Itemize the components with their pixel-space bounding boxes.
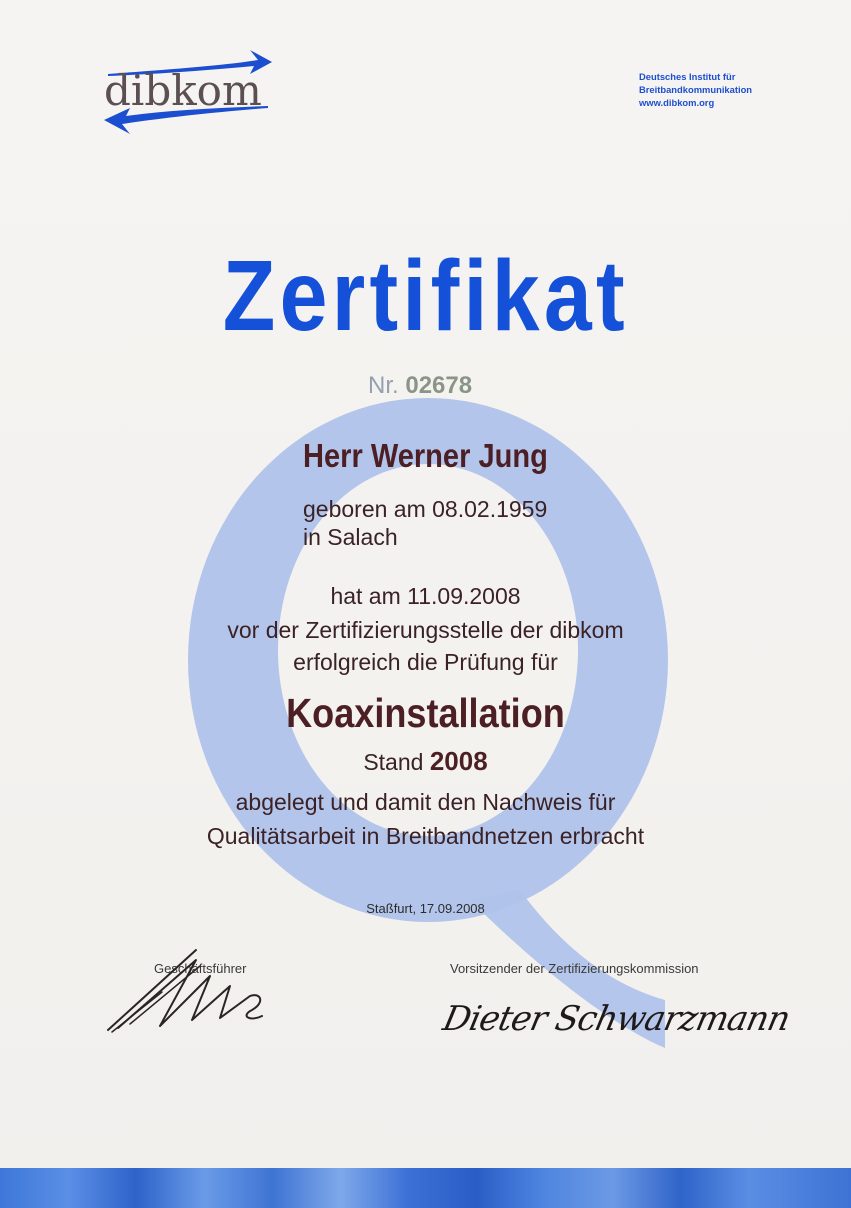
right-signature-icon	[439, 980, 793, 1050]
institute-line: Deutsches Institut für	[639, 71, 736, 82]
institute-line: Breitbandkommunikation	[639, 84, 753, 95]
logo-wordmark: dibkom	[104, 66, 262, 115]
institute-url: www.dibkom.org	[639, 97, 715, 108]
exam-date: hat am 11.09.2008	[330, 583, 521, 609]
number-label: Nr.	[368, 372, 399, 399]
left-signature-icon	[100, 940, 280, 1040]
svg-text:Dieter Schwarzmann: Dieter Schwarzmann	[439, 999, 793, 1039]
stand-label: Stand	[363, 749, 424, 775]
issue-place-date: Staßfurt, 17.09.2008	[366, 901, 485, 916]
stand-year: 2008	[429, 746, 488, 776]
birth-place: in Salach	[303, 524, 398, 550]
certificate-number	[368, 372, 472, 400]
result-line: Qualitätsarbeit in Breitbandnetzen erbracht	[206, 823, 645, 849]
result-line: abgelegt und damit den Nachweis für	[235, 789, 616, 815]
course-name: Koaxinstallation	[286, 690, 565, 736]
institute-info	[639, 70, 839, 109]
dibkom-logo	[100, 46, 275, 138]
right-signature-label: Vorsitzender der Zertifizierungskommission	[450, 961, 699, 976]
left-signature-label: Geschäftsführer	[154, 961, 247, 976]
authority-line: vor der Zertifizierungsstelle der dibkom	[227, 617, 624, 643]
number-value: 02678	[405, 372, 473, 399]
success-line: erfolgreich die Prüfung für	[293, 649, 558, 675]
birth-date: geboren am 08.02.1959	[303, 496, 548, 522]
course-stand	[0, 746, 851, 777]
footer-decor-band	[0, 1168, 851, 1208]
recipient-name: Herr Werner Jung	[303, 437, 548, 474]
certificate-title: Zertifikat	[222, 240, 629, 352]
